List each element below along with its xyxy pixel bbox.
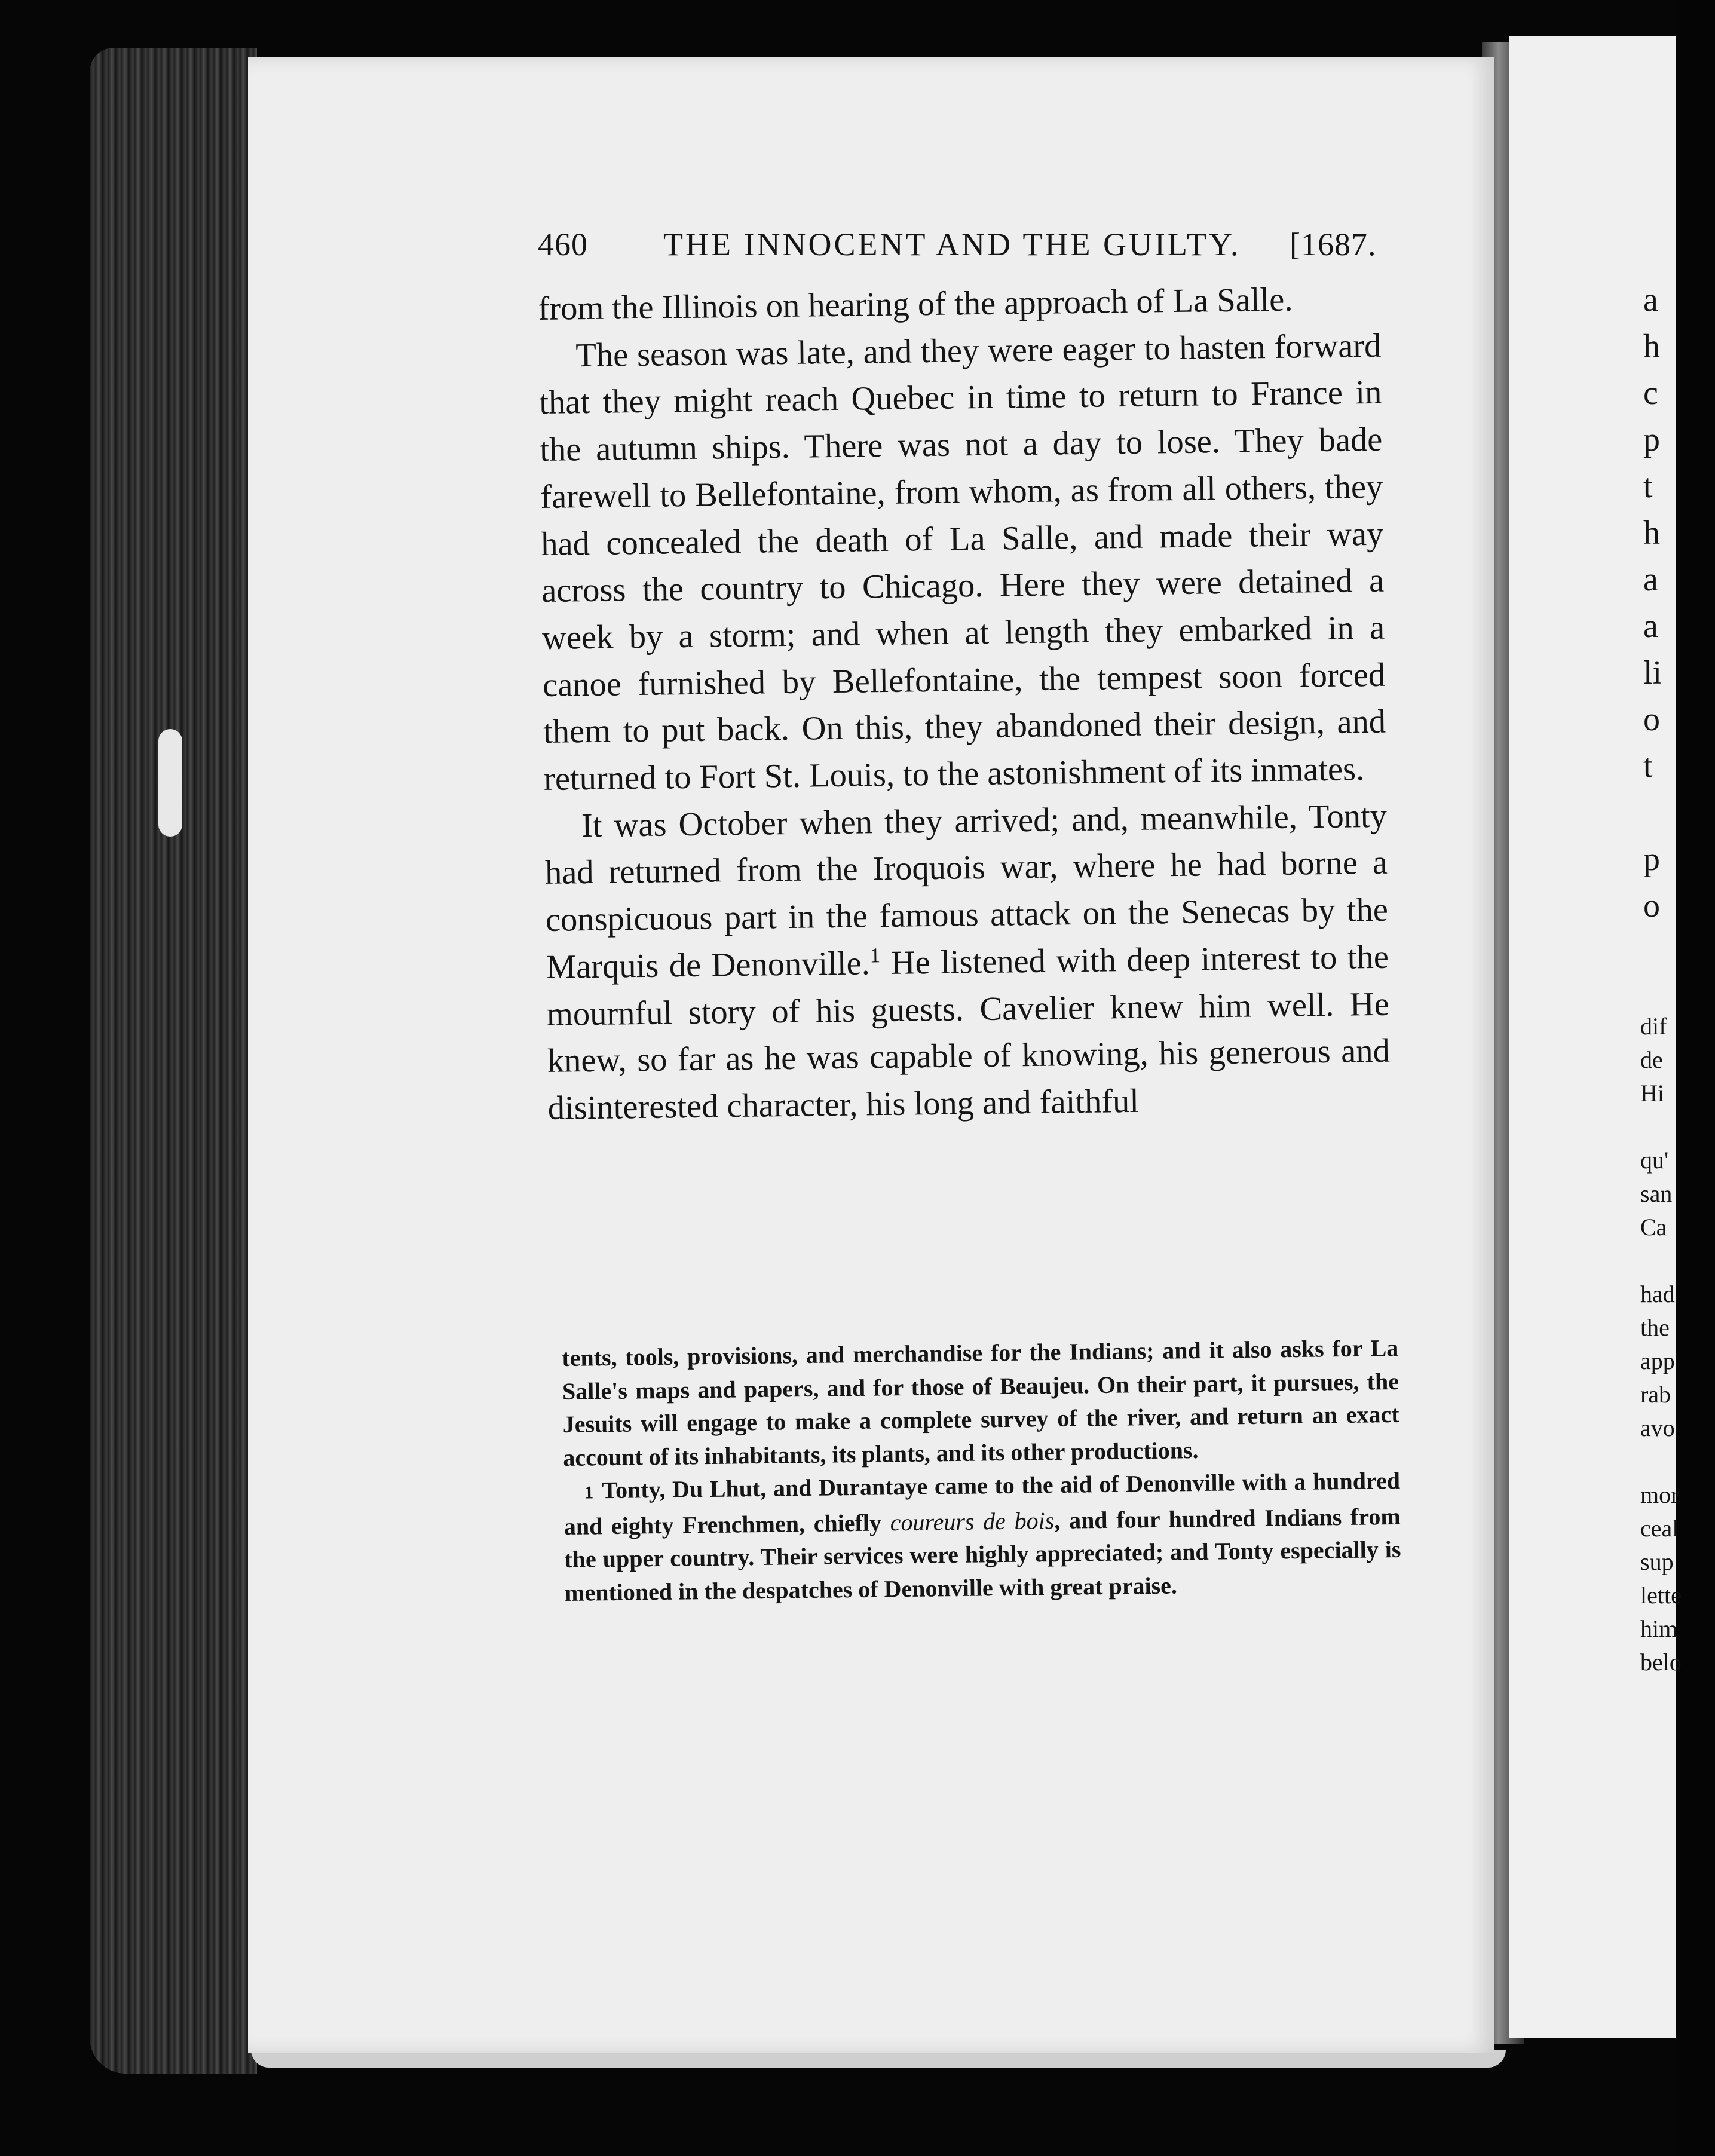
- facing-page-footnote-fragment: sup: [1640, 1548, 1674, 1575]
- facing-page-footnote-fragment: dif: [1640, 1013, 1667, 1040]
- paragraph-text: He listened with deep interest to the mournful story of his guests. Cavelier knew him well. He knew, so far as he was capable of knowing, his generous and disinterested character, his long and faithful: [546, 938, 1391, 1127]
- footnote-italic-text: coureurs de bois: [890, 1506, 1055, 1536]
- facing-page-footnote-fragment: lette: [1640, 1582, 1682, 1609]
- footnote-text: Tonty, Du Lhut, and Durantaye came to the aid of Denonville with a hundred and eighty Frenchmen, chiefly: [564, 1466, 1401, 1540]
- facing-page-fragment: a: [1643, 281, 1658, 318]
- facing-page-fragment: a: [1643, 561, 1658, 598]
- facing-page-footnote-fragment: app: [1640, 1348, 1675, 1374]
- facing-page-footnote-fragment: avo: [1640, 1414, 1675, 1441]
- running-head: [538, 226, 1377, 274]
- page-edge-highlight: [158, 729, 182, 837]
- facing-page-footnote-fragment: belo: [1640, 1649, 1682, 1676]
- facing-page-footnote-fragment: him: [1640, 1615, 1678, 1642]
- facing-page-footnote-fragment: [1640, 1244, 1712, 1278]
- facing-page-footnote-fragment: ceal: [1640, 1515, 1679, 1542]
- facing-page-footnote-fragment: qu': [1640, 1147, 1669, 1174]
- facing-page-footnote-fragment: rab: [1640, 1381, 1671, 1408]
- facing-page-fragment: [1643, 794, 1715, 840]
- facing-page-footnote-fragments: [1640, 1010, 1712, 1679]
- footnote-reference: 1: [869, 944, 881, 967]
- facing-page-fragment: li: [1643, 654, 1662, 691]
- footnotes: [562, 1331, 1401, 1609]
- footnote-continued: tents, tools, provisions, and merchandise for the Indians; and it also asks for La Salle's maps and papers, and for those of Beaujeu. On their part, it pursues, the Jesuits will engage to make a complete survey of the river, and return an exact account of its inhabitants, its plants, and its other productions.: [562, 1334, 1399, 1471]
- paragraph-continued: from the Illinois on hearing of the approach of La Salle.: [538, 281, 1293, 327]
- paragraph: The season was late, and they were eager to hasten forward that they might reach Quebec in time to return to France in the autumn ships. There was not a day to lose. They bade farewell to Bellefontaine, from whom, as from all others, they had concealed the death of La Salle, and made their way across the country to Chicago. Here they were detained a week by a storm; and when at length they embarked in a canoe furnished by Bellefontaine, the tempest soon forced them to put back. On this, they abandoned their design, and returned to Fort St. Louis, to the astonishment of its inmates.: [539, 327, 1386, 798]
- facing-page-fragment: h: [1643, 514, 1660, 552]
- facing-page-fragment: t: [1643, 468, 1653, 505]
- facing-page-footnote-fragment: Hi: [1640, 1080, 1664, 1107]
- facing-page-fragment: o: [1643, 887, 1660, 924]
- facing-page-footnote-fragment: mor: [1640, 1481, 1679, 1508]
- running-head-title: THE INNOCENT AND THE GUILTY.: [663, 226, 1241, 262]
- facing-page-footnote-fragment: san: [1640, 1180, 1673, 1207]
- running-head-year: [1687.: [1290, 226, 1377, 262]
- footnote-text: , and four hundred Indians from the upper country. Their services were highly appreciated; and Tonty especially is mentioned in the despatches of Denonville with great praise.: [564, 1502, 1401, 1606]
- facing-page-fragment: p: [1643, 421, 1660, 458]
- page-number: 460: [538, 226, 588, 262]
- facing-page-fragment: a: [1643, 608, 1658, 645]
- facing-page-fragment: t: [1643, 748, 1653, 785]
- footnote: [564, 1464, 1402, 1609]
- facing-page-text-fragments: [1643, 281, 1715, 933]
- facing-page-fragment: h: [1643, 328, 1660, 365]
- facing-page-footnote-fragment: de: [1640, 1046, 1663, 1073]
- facing-page-footnote-fragment: Ca: [1640, 1214, 1667, 1241]
- facing-page-fragment: c: [1643, 375, 1658, 412]
- footnote-number: 1: [584, 1483, 594, 1503]
- facing-page-footnote-fragment: had: [1640, 1281, 1675, 1307]
- book-page-edges: [90, 48, 257, 2074]
- facing-page-footnote-fragment: [1640, 1445, 1712, 1478]
- facing-page-footnote-fragment: the: [1640, 1314, 1670, 1341]
- paragraph: [544, 792, 1391, 1132]
- facing-page-fragment: o: [1643, 701, 1660, 738]
- facing-page-footnote-fragment: [1640, 1110, 1712, 1144]
- facing-page-fragment: p: [1643, 841, 1660, 878]
- paragraph-text: It was October when they arrived; and, meanwhile, Tonty had returned from the Iroquois war, where he had borne a conspicuous part in the famous attack on the Senecas by the Marquis de Denonville.: [544, 797, 1389, 986]
- body-text: [538, 275, 1391, 1132]
